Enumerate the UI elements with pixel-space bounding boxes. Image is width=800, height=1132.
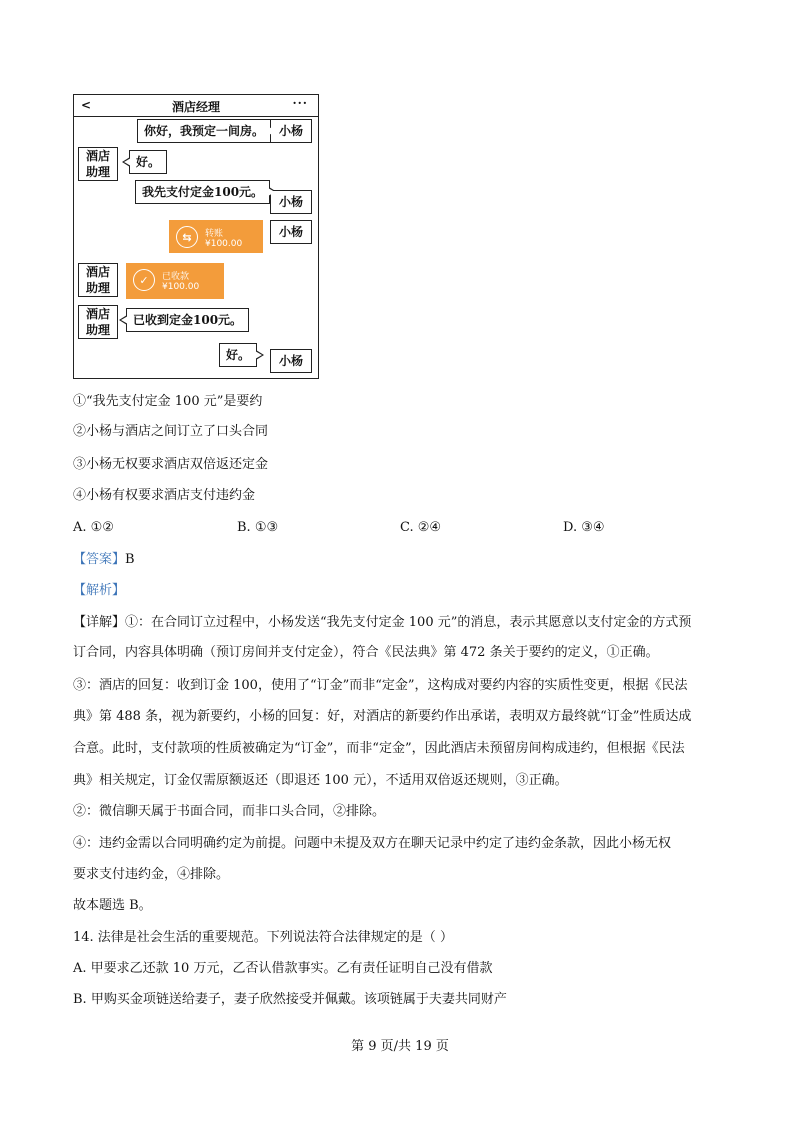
analysis-tag: 【解析】 [73,583,126,598]
message-text: 已收到定金100元。 [133,313,243,327]
statement-1: ①“我先支付定金 100 元”是要约 [73,394,263,409]
more-icon[interactable]: ··· [292,96,308,110]
page-footer: 第 9 页/共 19 页 [351,1039,449,1054]
received-card[interactable] [126,263,224,299]
avatar-assistant [78,305,118,339]
avatar-label-line2: 助理 [85,281,110,295]
detail-line: 故本题选 B。 [73,898,152,913]
option-d: D. ③④ [563,520,605,535]
transfer-label: 转账 [205,229,224,239]
option-a: A. ①② [73,520,114,535]
detail-line: ④：违约金需以合同明确约定为前提。问题中未提及双方在聊天记录中约定了违约金条款，因此小杨无权 [73,836,672,851]
message-text: 你好，我预定一间房。 [144,124,265,138]
received-label: 已收款 [162,272,190,282]
avatar-user: 小杨 [270,190,312,214]
avatar-user: 小杨 [270,119,312,143]
question-14-option-a: A. 甲要求乙还款 10 万元，乙否认借款事实。乙有责任证明自己没有借款 [73,961,493,976]
check-icon: ✓ [133,269,155,291]
avatar-label-line2: 助理 [85,323,110,337]
message-bubble [135,180,270,204]
detail-line: ③：酒店的回复：收到订金 100，使用了“订金”而非“定金”，这构成对要约内容的实质性变更，根据《民法 [73,678,688,693]
statement-3: ③小杨无权要求酒店双倍返还定金 [73,457,269,472]
detail-line: 合意。此时，支付款项的性质被确定为“订金”，而非“定金”，因此酒店未预留房间构成违约，但根据《民法 [73,741,685,756]
avatar-label-line1: 酒店 [85,265,110,279]
answer-value: B [125,552,135,567]
answer-line [73,550,135,570]
message-text: 我先支付定金100元。 [142,185,264,199]
statement-4: ④小杨有权要求酒店支付违约金 [73,488,256,503]
transfer-card[interactable] [169,220,263,253]
received-amount: ¥100.00 [162,282,200,292]
transfer-icon: ⇆ [176,226,198,248]
avatar-assistant [78,263,118,297]
avatar-label-line1: 酒店 [85,307,110,321]
detail-line: 要求支付违约金，④排除。 [73,867,230,882]
message-bubble [129,150,167,174]
option-c: C. ②④ [400,520,442,535]
avatar-label-line2: 助理 [85,165,110,179]
detail-line: 典》第 488 条，视为新要约，小杨的回复：好，对酒店的新要约作出承诺，表明双方最终就“订金”性质达成 [73,709,692,724]
message-bubble [219,343,257,367]
avatar-user: 小杨 [270,349,312,373]
avatar-assistant [78,147,118,181]
question-14-option-b: B. 甲购买金项链送给妻子，妻子欣然接受并佩戴。该项链属于夫妻共同财产 [73,992,507,1007]
detail-line: 典》相关规定，订金仅需原额返还（即退还 100 元），不适用双倍返还规则，③正确。 [73,773,568,788]
back-icon[interactable]: < [81,98,92,112]
chat-header [74,95,318,117]
message-bubble [126,308,249,332]
transfer-amount: ¥100.00 [205,239,243,249]
chat-title: 酒店经理 [171,100,220,114]
statement-2: ②小杨与酒店之间订立了口头合同 [73,424,269,439]
detail-line: 【详解】①：在合同订立过程中，小杨发送“我先支付定金 100 元”的消息，表示其愿意以支付定金的方式预 [73,615,692,630]
message-bubble [137,119,271,143]
option-b: B. ①③ [237,520,279,535]
answer-tag: 【答案】 [73,552,126,567]
chat-screenshot [73,94,319,379]
avatar-user: 小杨 [270,220,312,244]
detail-line: 订合同，内容具体明确（预订房间并支付定金），符合《民法典》第 472 条关于要约的定义，①正确。 [73,645,659,660]
question-14-stem: 14. 法律是社会生活的重要规范。下列说法符合法律规定的是（ ） [73,930,453,945]
message-text: 好。 [136,155,161,169]
message-text: 好。 [226,348,251,362]
avatar-label-line1: 酒店 [85,149,110,163]
detail-line: ②：微信聊天属于书面合同，而非口头合同，②排除。 [73,804,386,819]
